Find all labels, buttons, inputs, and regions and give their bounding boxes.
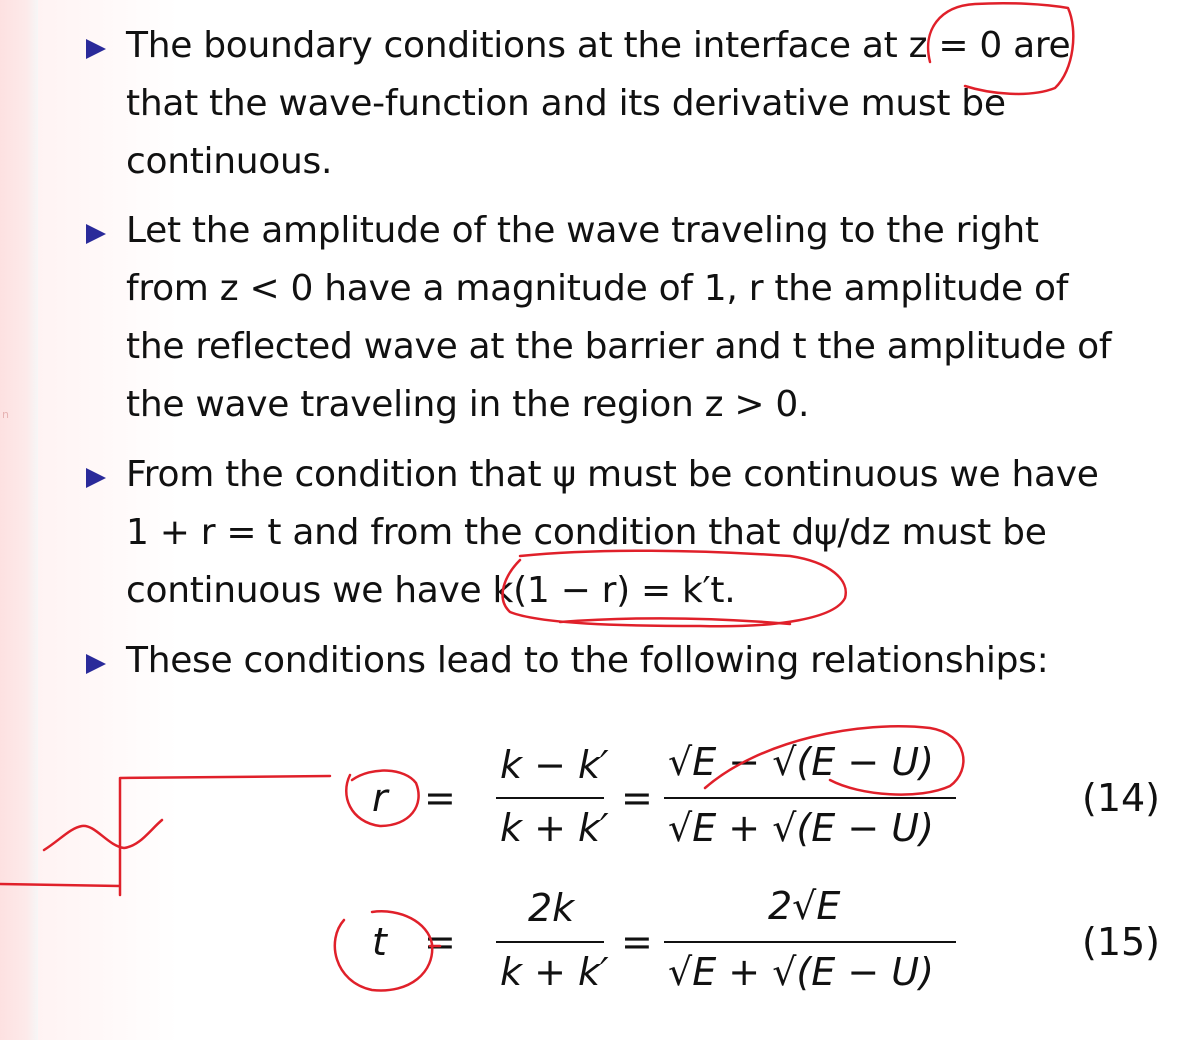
equation-equals: = [621,776,653,820]
bullet-text-line: The boundary conditions at the interface at z = 0 are [126,25,1071,66]
equation-number: (15) [1082,920,1161,964]
bullet-amplitudes [126,202,1126,434]
bullet-triangle-icon [86,654,106,674]
bullet-text-line: continuous. [126,141,333,182]
fraction-denominator: √E + √(E − U) [668,806,934,850]
fraction-bar [664,941,956,943]
equation-lhs: t [372,920,387,964]
bullet-text-line: continuous we have k(1 − r) = k′t. [126,570,736,611]
fraction-bar [496,941,604,943]
bullet-triangle-icon [86,39,106,59]
equation-equals: = [424,920,456,964]
fraction-numerator: 2√E [768,884,841,928]
slide [38,0,1186,1040]
fraction-denominator: k + k′ [500,950,609,994]
bullet-relationships [126,632,1126,690]
side-mark: n [2,408,9,421]
equation-lhs: r [372,776,388,820]
bullet-continuity [126,446,1126,620]
bullet-boundary-conditions [126,17,1126,191]
fraction-bar [496,797,604,799]
fraction-numerator: √E − √(E − U) [668,740,934,784]
bullet-text-line: the wave traveling in the region z > 0. [126,384,810,425]
bullet-text-line: that the wave-function and its derivative must be [126,83,1006,124]
bullet-text-line: 1 + r = t and from the condition that dψ/dz must be [126,512,1047,553]
fraction-numerator: 2k [528,886,575,930]
side-strip [0,0,38,1040]
fraction-denominator: √E + √(E − U) [668,950,934,994]
bullet-text-line: These conditions lead to the following relationships: [126,640,1049,681]
equation-number: (14) [1082,776,1161,820]
fraction-denominator: k + k′ [500,806,609,850]
bullet-text-line: from z < 0 have a magnitude of 1, r the amplitude of [126,268,1069,309]
bullet-text-line: From the condition that ψ must be continuous we have [126,454,1099,495]
bullet-text-line: the reflected wave at the barrier and t the amplitude of [126,326,1112,367]
equation-equals: = [621,920,653,964]
bullet-triangle-icon [86,224,106,244]
bullet-text-line: Let the amplitude of the wave traveling to the right [126,210,1039,251]
fraction-numerator: k − k′ [500,743,609,787]
equation-equals: = [424,776,456,820]
fraction-bar [664,797,956,799]
bullet-triangle-icon [86,468,106,488]
